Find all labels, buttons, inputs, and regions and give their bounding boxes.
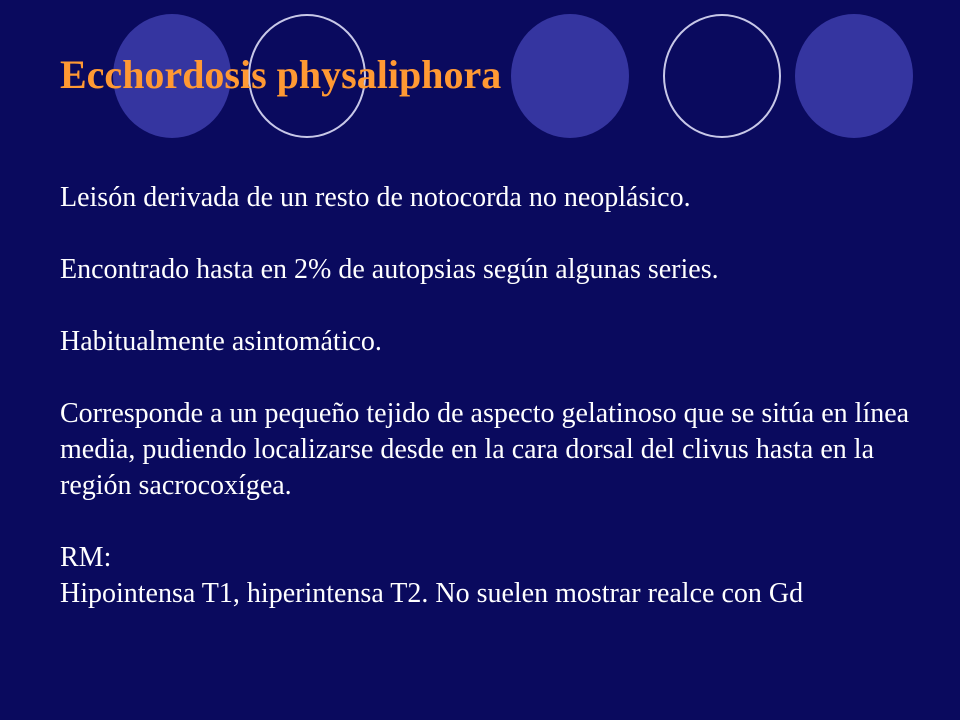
paragraph-rm-findings: Hipointensa T1, hiperintensa T2. No suelen mostrar realce con Gd (60, 578, 804, 609)
decorative-circle-filled-3 (795, 14, 913, 138)
decorative-circle-filled-2 (511, 14, 629, 138)
decorative-circle-outline-2 (663, 14, 781, 138)
paragraph-rm-heading: RM: (60, 542, 112, 573)
paragraph-lesion: Leisón derivada de un resto de notocorda no neoplásico. (60, 182, 691, 213)
slide-body (60, 180, 940, 612)
paragraph-description: Corresponde a un pequeño tejido de aspecto gelatinoso que se sitúa en línea media, pudiendo localizarse desde en la cara dorsal del clivus hasta en la región sacrocoxígea. (60, 398, 910, 501)
slide-title: Ecchordosis physaliphora (60, 52, 502, 97)
paragraph-asymptomatic: Habitualmente asintomático. (60, 326, 382, 357)
paragraph-autopsies: Encontrado hasta en 2% de autopsias según algunas series. (60, 254, 719, 285)
